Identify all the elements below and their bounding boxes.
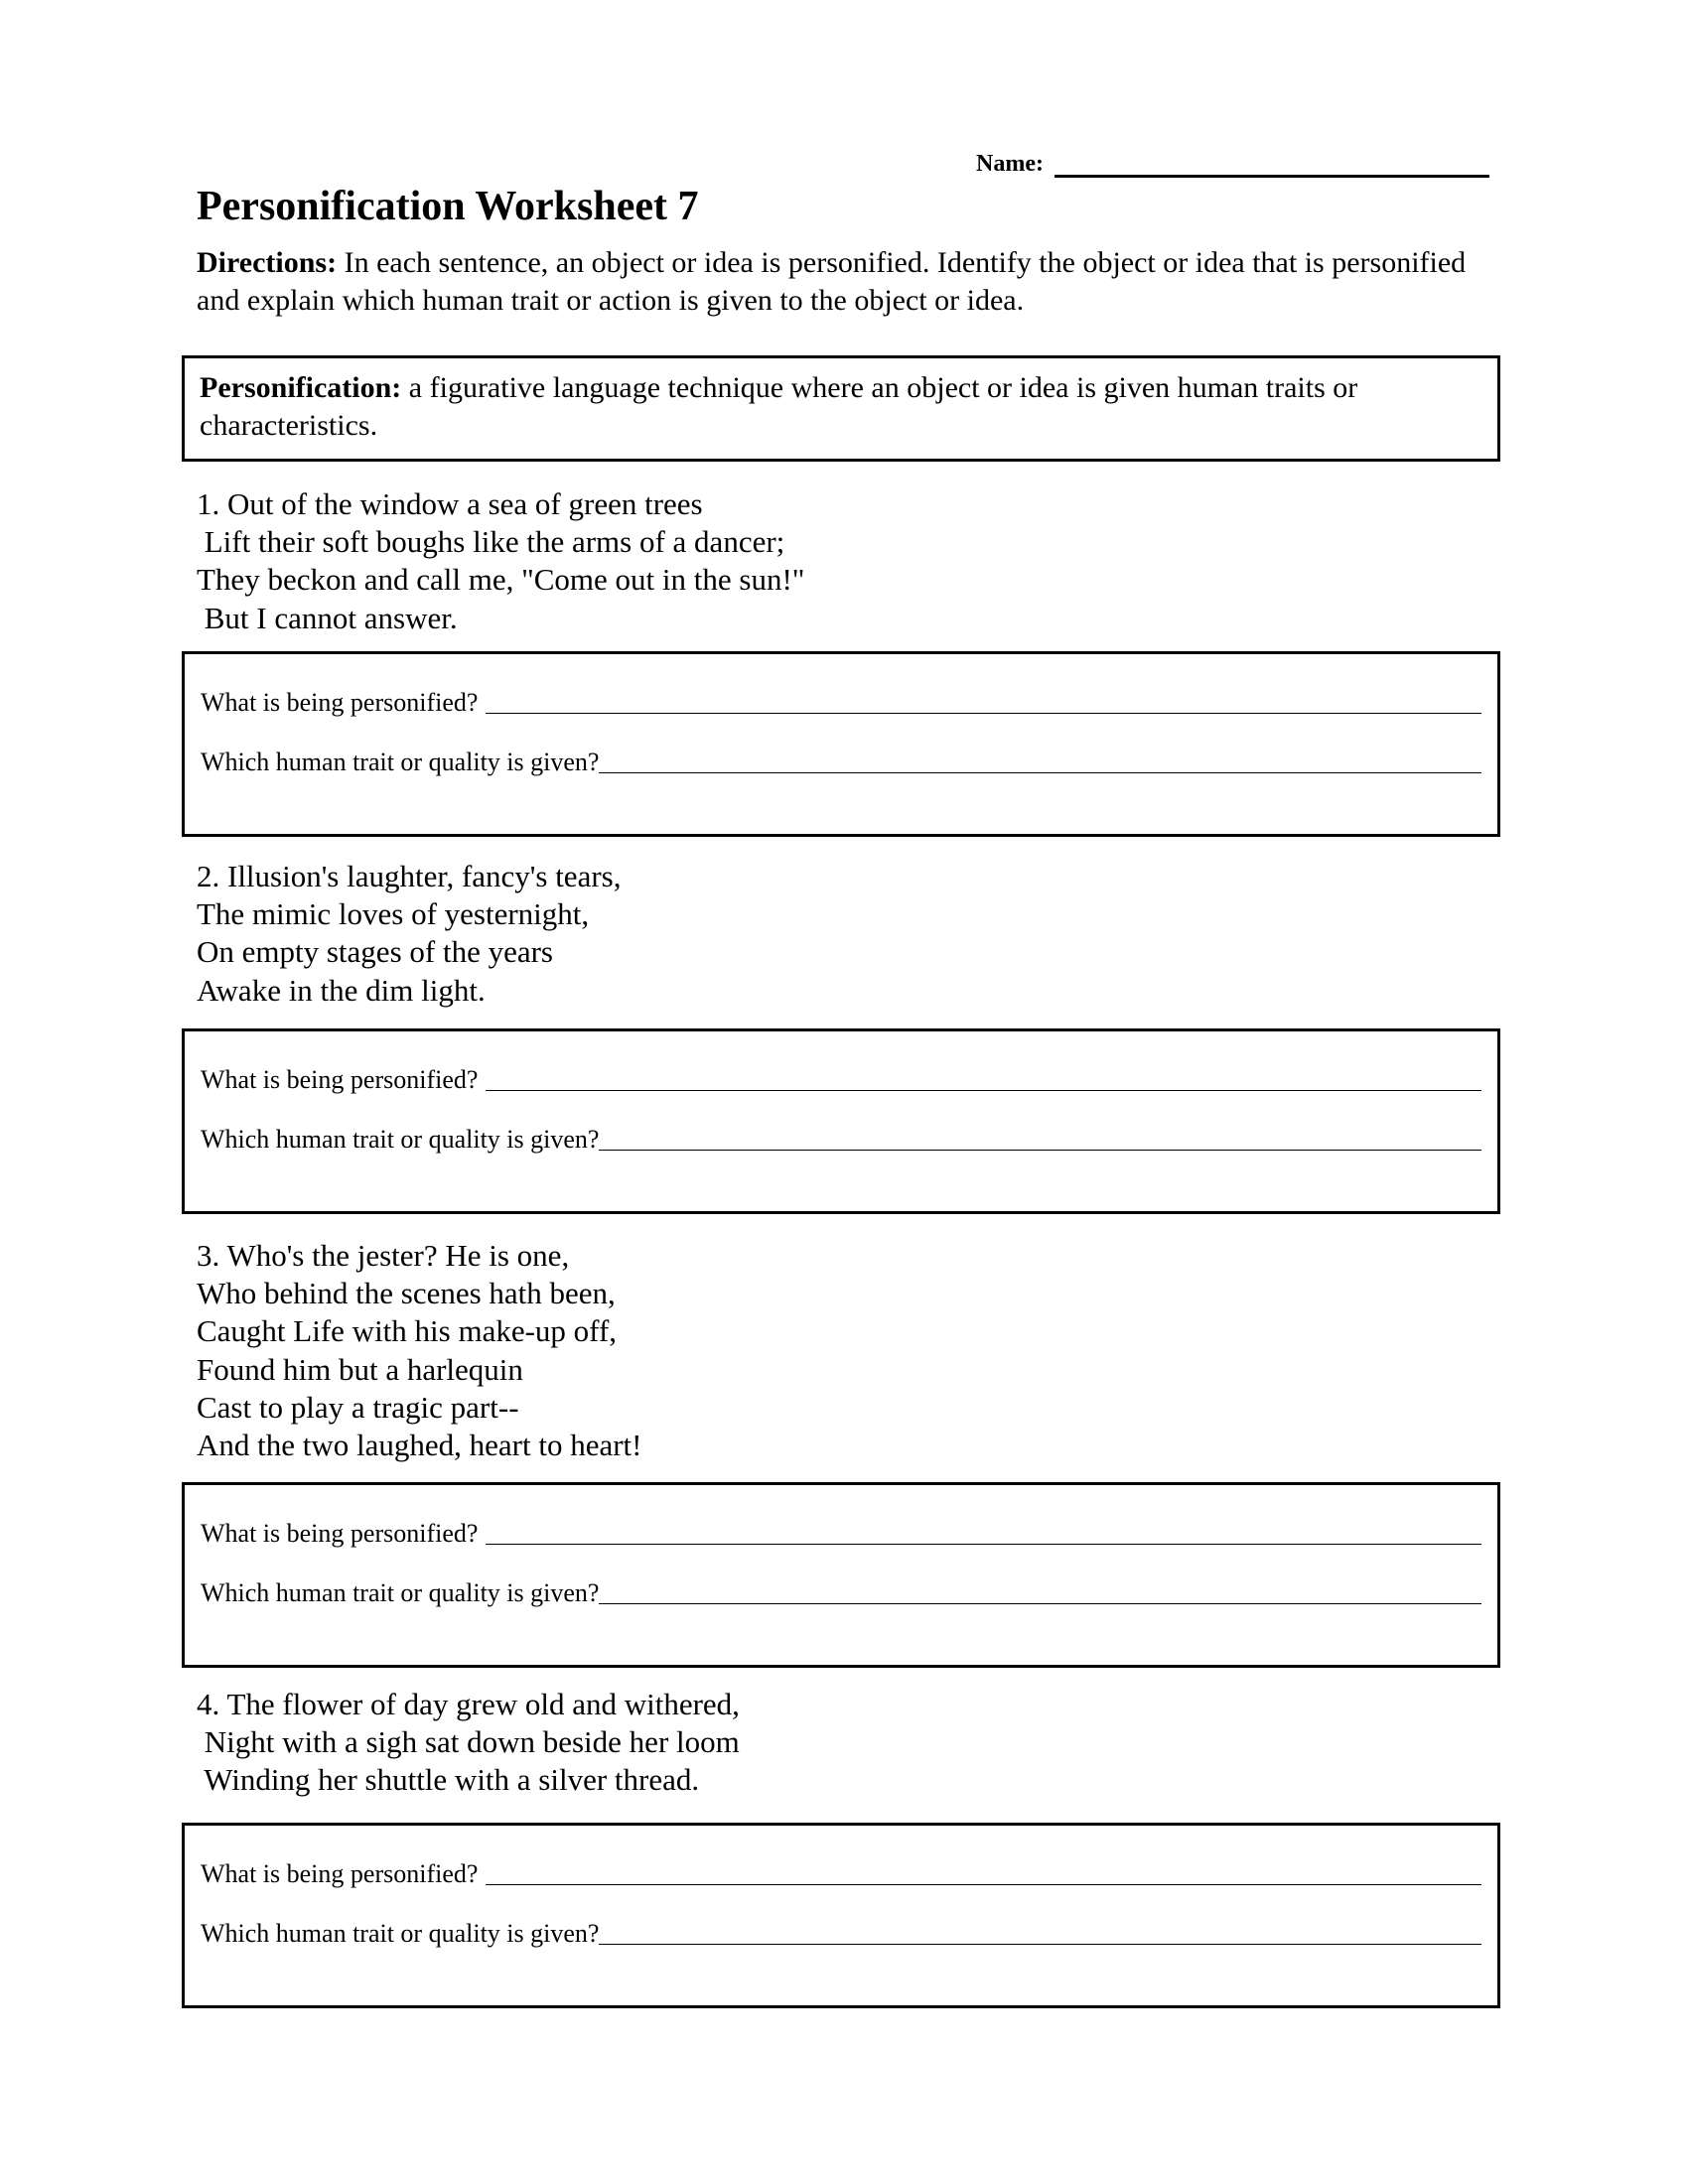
human-trait-input[interactable] [599,772,1481,773]
poem-line: Cast to play a tragic part-- [197,1389,519,1425]
page-title: Personification Worksheet 7 [197,184,699,229]
what-personified-row [201,1519,1481,1549]
what-personified-label: What is being personified? [201,688,479,717]
what-personified-row [201,1065,1481,1095]
question-2-answer-box [182,1028,1500,1214]
name-input-line[interactable] [1055,175,1489,178]
question-4-answer-box [182,1823,1500,2008]
human-trait-row [201,1919,1481,1949]
what-personified-label: What is being personified? [201,1065,479,1094]
poem-line: Who behind the scenes hath been, [197,1276,616,1311]
question-1-poem [197,485,804,637]
poem-line: Lift their soft boughs like the arms of a dancer; [197,524,785,560]
poem-line: And the two laughed, heart to heart! [197,1428,642,1463]
poem-line: On empty stages of the years [197,934,553,970]
human-trait-label: Which human trait or quality is given? [201,1919,600,1948]
question-1-answer-box [182,651,1500,837]
poem-line: 2. Illusion's laughter, fancy's tears, [197,859,622,893]
human-trait-label: Which human trait or quality is given? [201,1125,600,1154]
definition-term: Personification: [200,371,402,404]
definition-box [182,355,1500,462]
question-4-poem [197,1686,740,1800]
human-trait-label: Which human trait or quality is given? [201,748,600,776]
poem-line: Winding her shuttle with a silver thread. [197,1762,700,1798]
human-trait-input[interactable] [599,1603,1481,1604]
poem-line: 1. Out of the window a sea of green trees [197,486,703,521]
what-personified-row [201,1859,1481,1889]
poem-line: The mimic loves of yesternight, [197,896,590,932]
poem-line: Night with a sigh sat down beside her loom [197,1724,740,1760]
poem-line: But I cannot answer. [197,600,458,635]
directions-text: In each sentence, an object or idea is personified. Identify the object or idea that is personified and explain which human trait or action is given to the object or idea. [197,246,1467,317]
what-personified-input[interactable] [486,1090,1481,1091]
what-personified-input[interactable] [486,1544,1481,1545]
poem-line: Caught Life with his make-up off, [197,1313,618,1349]
what-personified-row [201,688,1481,718]
poem-line: Found him but a harlequin [197,1351,523,1387]
human-trait-input[interactable] [599,1150,1481,1151]
name-label: Name: [976,151,1044,177]
poem-line: Awake in the dim light. [197,972,486,1008]
what-personified-label: What is being personified? [201,1859,479,1888]
human-trait-row [201,1125,1481,1155]
directions-label: Directions: [197,246,338,279]
human-trait-input[interactable] [599,1944,1481,1945]
question-3-poem [197,1237,642,1464]
what-personified-input[interactable] [486,713,1481,714]
human-trait-label: Which human trait or quality is given? [201,1578,600,1607]
definition-text: a figurative language technique where an object or idea is given human traits or characteristics. [200,371,1358,442]
question-3-answer-box [182,1482,1500,1668]
what-personified-label: What is being personified? [201,1519,479,1548]
human-trait-row [201,1578,1481,1608]
poem-line: 3. Who's the jester? He is one, [197,1238,570,1273]
question-2-poem [197,858,621,1010]
directions [197,244,1507,320]
human-trait-row [201,748,1481,777]
what-personified-input[interactable] [486,1884,1481,1885]
poem-line: 4. The flower of day grew old and withered, [197,1687,740,1721]
poem-line: They beckon and call me, "Come out in the sun!" [197,562,805,598]
